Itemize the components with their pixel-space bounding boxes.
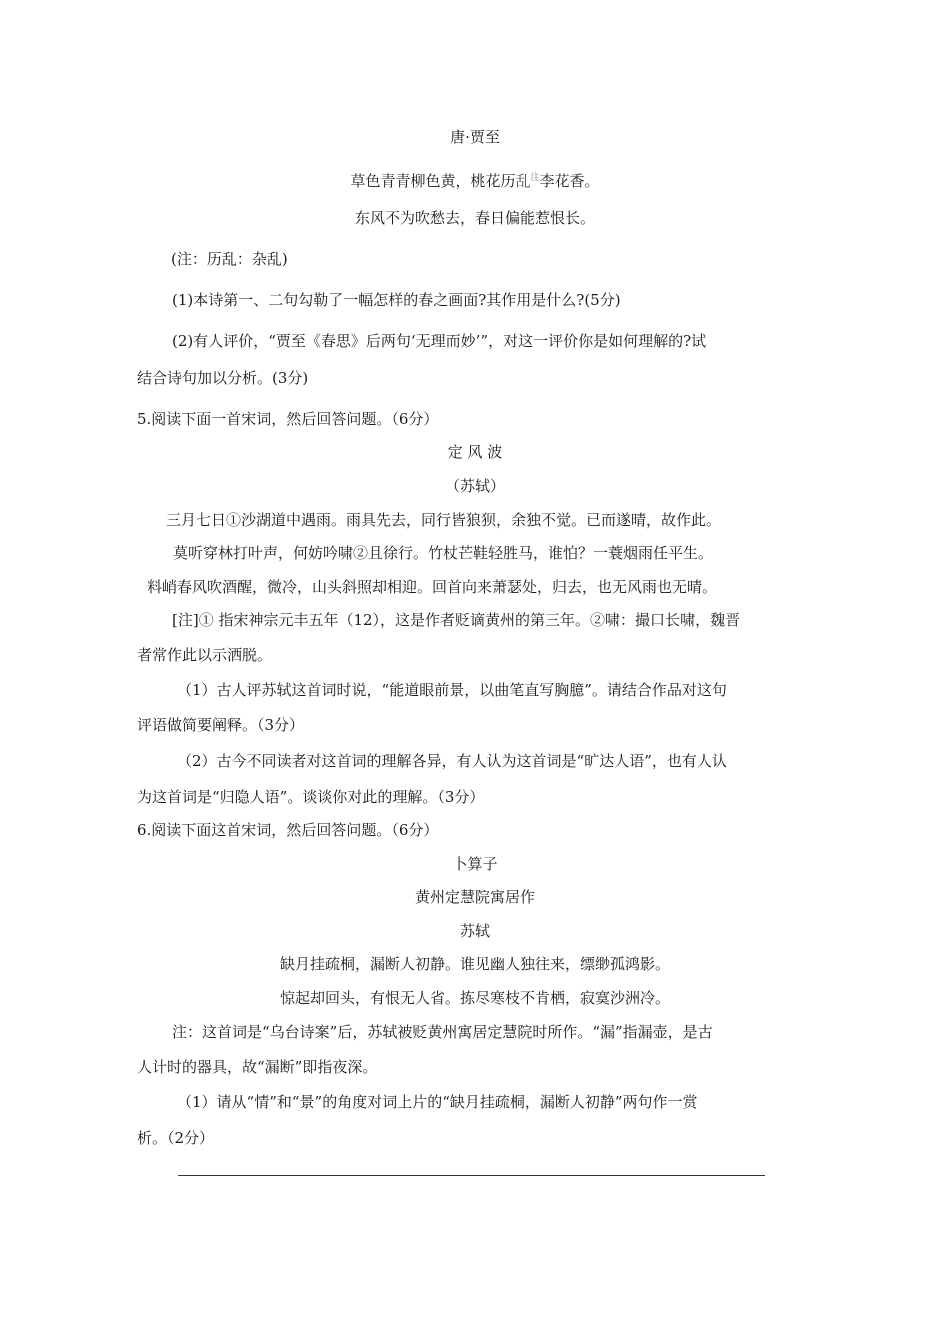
q5-lyric-line-2: 料峭春风吹酒醒，微冷，山头斜照却相迎。回首向来萧瑟处，归去，也无风雨也无晴。 (147, 578, 718, 596)
q6-heading: 6.阅读下面这首宋词，然后回答问题。（6分） (137, 821, 439, 839)
poem-line-1 (0, 168, 950, 191)
q5-lyric-line-1: 莫听穿林打叶声，何妨吟啸②且徐行。竹杖芒鞋轻胜马，谁怕？一蓑烟雨任平生。 (173, 544, 714, 562)
q6-note-line-1: 注：这首词是“乌台诗案”后，苏轼被贬黄州寓居定慧院时所作。“漏”指漏壶，是古 (172, 1023, 713, 1041)
q5-sub-question-2-line-1: （2）古今不同读者对这首词的理解各异，有人认为这首词是“旷达人语”，也有人认 (177, 752, 727, 770)
q5-preface: 三月七日①沙湖道中遇雨。雨具先去，同行皆狼狈，余独不觉。已而遂晴，故作此。 (166, 511, 722, 529)
poem-line-1-part-a: 草色青青柳色黄，桃花历 (350, 172, 516, 190)
poem-question-2-line-1: (2)有人评价，“贾至《春思》后两句‘无理而妙’”，对这一评价你是如何理解的?试 (172, 332, 707, 350)
q5-sub-question-1-line-2: 评语做简要阐释。（3分） (137, 716, 305, 734)
q6-sub-question-1-line-2: 析。（2分） (137, 1129, 215, 1147)
q6-lyric-line-2: 惊起却回头，有恨无人省。拣尽寒枝不肯栖，寂寞沙洲冷。 (279, 989, 670, 1007)
q5-heading: 5.阅读下面一首宋词，然后回答问题。（6分） (137, 410, 439, 428)
poem-line-1-note-mark: 注 (530, 173, 540, 183)
q6-note-line-2: 人计时的器具，故“漏断”即指夜深。 (137, 1058, 378, 1076)
poem-line-1-luan: 乱 (515, 172, 531, 190)
q5-sub-question-2-line-2: 为这首词是“归隐人语”。谈谈你对此的理解。（3分） (137, 788, 485, 806)
q6-author: 苏轼 (459, 922, 490, 940)
poem-question-2-line-2: 结合诗句加以分析。(3分) (137, 369, 309, 387)
q6-sub-question-1-line-1: （1）请从“情”和“景”的角度对词上片的“缺月挂疏桐，漏断人初静”两句作一赏 (177, 1093, 698, 1111)
q6-title: 卜算子 (452, 855, 498, 873)
q5-author: （苏轼） (444, 477, 505, 495)
q5-note-line-2: 者常作此以示洒脱。 (137, 646, 273, 664)
q5-note-line-1: [注]① 指宋神宗元丰五年（12），这是作者贬谪黄州的第三年。②啸：撮口长啸，魏晋 (172, 611, 741, 629)
q5-sub-question-1-line-1: （1）古人评苏轼这首词时说，“能道眼前景，以曲笔直写胸臆”。请结合作品对这句 (177, 681, 727, 699)
q6-subtitle: 黄州定慧院寓居作 (414, 888, 535, 906)
poem-author: 唐·贾至 (450, 128, 500, 146)
poem-line-2: 东风不为吹愁去，春日偏能惹恨长。 (354, 209, 595, 227)
poem-line-1-part-b: 李花香。 (539, 172, 600, 190)
q5-title: 定 风 波 (447, 443, 503, 461)
poem-question-1: (1)本诗第一、二句勾勒了一幅怎样的春之画面?其作用是什么?(5分) (172, 291, 621, 309)
answer-line (178, 1175, 765, 1176)
poem-note: (注：历乱：杂乱) (171, 250, 288, 268)
q6-lyric-line-1: 缺月挂疏桐，漏断人初静。谁见幽人独往来，缥缈孤鸿影。 (279, 955, 670, 973)
